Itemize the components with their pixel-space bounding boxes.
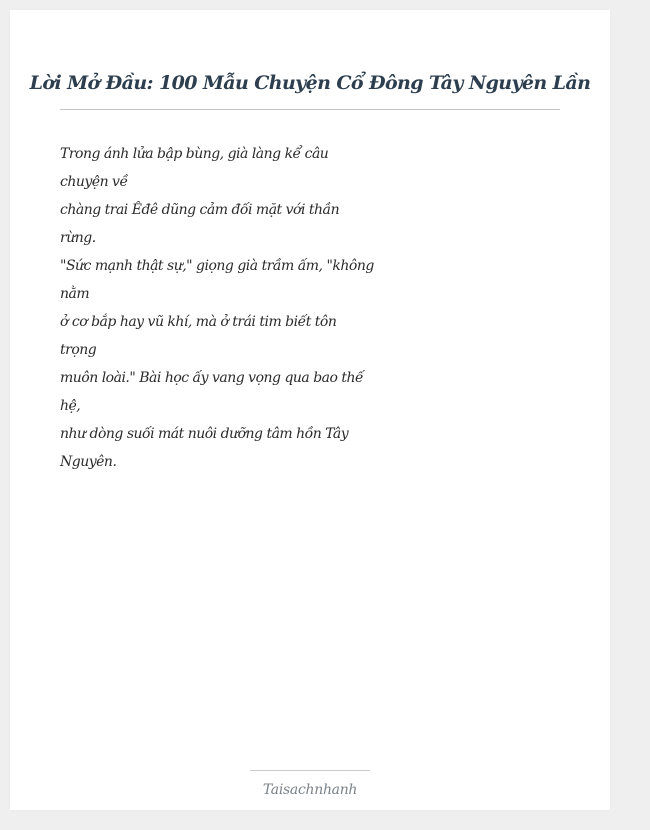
- body-line: như dòng suối mát nuôi dưỡng tâm hồn Tây: [60, 426, 349, 442]
- body-line: Trong ánh lửa bập bùng, già làng kể câu: [60, 146, 329, 162]
- body-line: Nguyên.: [60, 454, 117, 470]
- footer-text: Taisachnhanh: [262, 782, 358, 798]
- body-line: trọng: [60, 342, 97, 358]
- title-divider: [60, 109, 560, 110]
- body-line: "Sức mạnh thật sự," giọng già trầm ấm, "không: [60, 258, 374, 274]
- body-line: chàng trai Êđê dũng cảm đối mặt với thần: [60, 202, 340, 218]
- body-line: muôn loài." Bài học ấy vang vọng qua bao thế: [60, 370, 364, 386]
- document-page: [10, 10, 610, 810]
- footer-divider: [250, 770, 370, 771]
- body-line: ở cơ bắp hay vũ khí, mà ở trái tim biết tôn: [60, 314, 337, 330]
- body-paragraph: [60, 140, 374, 476]
- body-line: rừng.: [60, 230, 96, 246]
- body-line: chuyện về: [60, 174, 128, 190]
- page-title: Lời Mở Đầu: 100 Mẫu Chuyện Cổ Đông Tây Nguyên Lần: [29, 72, 591, 94]
- body-line: nằm: [60, 286, 90, 302]
- body-line: hệ,: [60, 398, 81, 414]
